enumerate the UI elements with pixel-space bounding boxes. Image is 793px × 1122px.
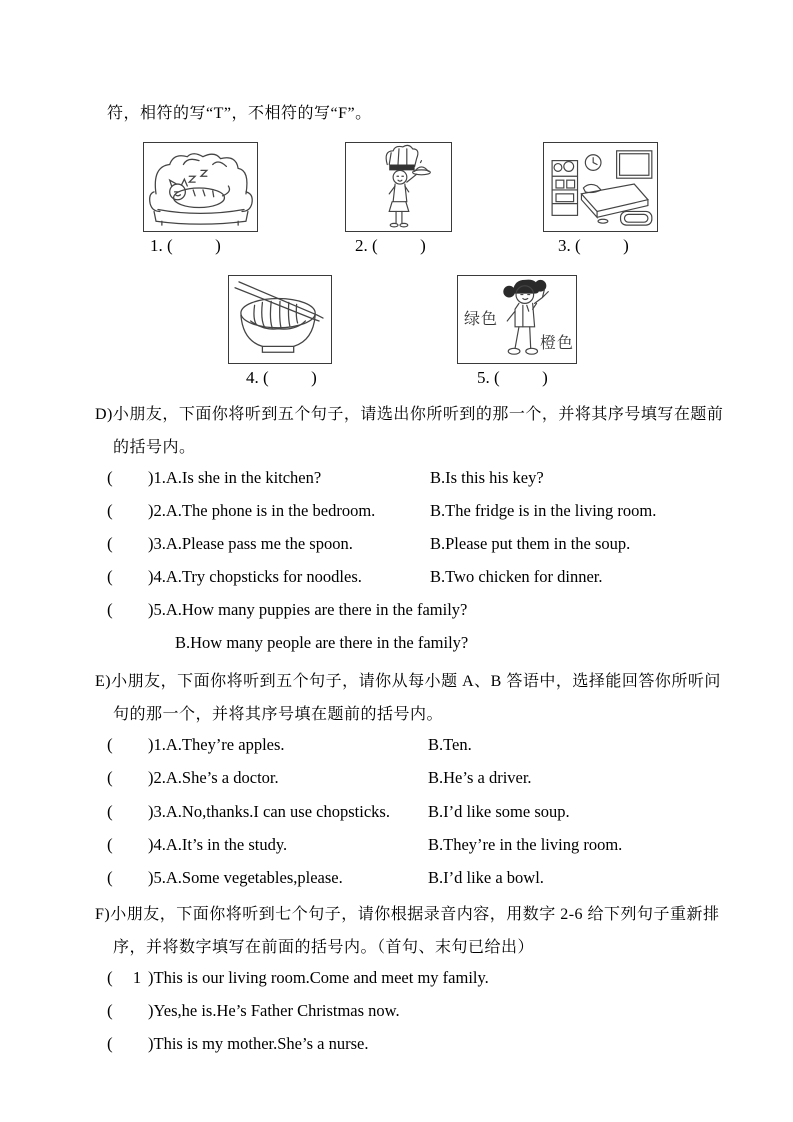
section-e-instruction-line2: 句的那一个，并将其序号填在题前的括号内。 bbox=[113, 706, 444, 723]
section-e-instruction-line1: E)小朋友，下面你将听到五个句子，请你从每小题 A、B 答语中，选择能回答你所听问 bbox=[95, 673, 721, 690]
option-b: B.How many people are there in the family? bbox=[175, 633, 469, 652]
chef-image bbox=[346, 143, 451, 231]
option-b: B.I’d like a bowl. bbox=[428, 868, 544, 887]
answer-paren: ( bbox=[107, 768, 113, 787]
section-d-instruction-line1: D)小朋友，下面你将听到五个句子，请选出你所听到的那一个，并将其序号填写在题前 bbox=[95, 406, 724, 423]
e-item-1 bbox=[0, 735, 793, 757]
option-b: B.Ten. bbox=[428, 735, 472, 754]
answer-paren: ( bbox=[107, 468, 113, 487]
picture-1-label: 1. ( ) bbox=[150, 236, 221, 255]
d-item-4 bbox=[0, 567, 793, 589]
section-d-instruction-line2: 的括号内。 bbox=[113, 439, 196, 456]
option-a: )2.A.She’s a doctor. bbox=[148, 768, 279, 787]
option-a: )1.A.They’re apples. bbox=[148, 735, 285, 754]
orange-label: 橙色 bbox=[540, 335, 575, 352]
picture-3-frame bbox=[543, 142, 658, 232]
option-b: B.They’re in the living room. bbox=[428, 835, 623, 854]
option-b: B.Is this his key? bbox=[430, 468, 544, 487]
option-a: )5.A.How many puppies are there in the family? bbox=[148, 600, 468, 619]
picture-5-frame bbox=[457, 275, 577, 364]
option-b: B.Two chicken for dinner. bbox=[430, 567, 603, 586]
sentence: )Yes,he is.He’s Father Christmas now. bbox=[148, 1001, 400, 1020]
option-a: )3.A.No,thanks.I can use chopsticks. bbox=[148, 802, 390, 821]
option-a: )5.A.Some vegetables,please. bbox=[148, 868, 343, 887]
option-a: )3.A.Please pass me the spoon. bbox=[148, 534, 353, 553]
section-f-instruction-line2: 序，并将数字填写在前面的括号内。（首句、末句已给出） bbox=[113, 939, 535, 956]
option-b: B.Please put them in the soup. bbox=[430, 534, 631, 553]
f-item-3 bbox=[0, 1034, 793, 1056]
d-item-3 bbox=[0, 534, 793, 556]
option-b: B.I’d like some soup. bbox=[428, 802, 570, 821]
answer-paren: ( bbox=[107, 567, 113, 586]
picture-4-label: 4. ( ) bbox=[246, 368, 317, 387]
answer-paren: ( bbox=[107, 835, 113, 854]
picture-2-label: 2. ( ) bbox=[355, 236, 426, 255]
option-a: )2.A.The phone is in the bedroom. bbox=[148, 501, 376, 520]
f-item-2 bbox=[0, 1001, 793, 1023]
d-item-1 bbox=[0, 468, 793, 490]
answer-paren: ( bbox=[107, 1001, 113, 1020]
sentence: )This is our living room.Come and meet my family. bbox=[148, 968, 489, 987]
given-number: 1 bbox=[132, 968, 142, 987]
option-a: )1.A.Is she in the kitchen? bbox=[148, 468, 322, 487]
picture-3-label: 3. ( ) bbox=[558, 236, 629, 255]
section-f-instruction-line1: F)小朋友，下面你将听到七个句子，请你根据录音内容，用数字 2-6 给下列句子重新排 bbox=[95, 906, 720, 923]
green-label: 绿色 bbox=[464, 311, 499, 328]
e-item-4 bbox=[0, 835, 793, 857]
answer-paren: ( bbox=[107, 802, 113, 821]
e-item-3 bbox=[0, 802, 793, 824]
sentence: )This is my mother.She’s a nurse. bbox=[148, 1034, 369, 1053]
picture-4-frame bbox=[228, 275, 332, 364]
e-item-5 bbox=[0, 868, 793, 890]
picture-1-frame bbox=[143, 142, 258, 232]
e-item-2 bbox=[0, 768, 793, 790]
intro-line: 符，相符的写“T”，不相符的写“F”。 bbox=[107, 105, 372, 122]
d-item-5-option-b bbox=[0, 633, 793, 655]
picture-5-label: 5. ( ) bbox=[477, 368, 548, 387]
d-item-5 bbox=[0, 600, 793, 622]
answer-paren: ( bbox=[107, 968, 113, 987]
answer-paren: ( bbox=[107, 534, 113, 553]
answer-paren: ( bbox=[107, 501, 113, 520]
option-b: B.The fridge is in the living room. bbox=[430, 501, 657, 520]
answer-paren: ( bbox=[107, 868, 113, 887]
noodle-bowl-image bbox=[229, 276, 331, 363]
answer-paren: ( bbox=[107, 600, 113, 619]
cat-on-sofa-image bbox=[144, 143, 257, 231]
option-a: )4.A.Try chopsticks for noodles. bbox=[148, 567, 362, 586]
bedroom-image bbox=[544, 143, 657, 231]
f-item-1 bbox=[0, 968, 793, 990]
answer-paren: ( bbox=[107, 1034, 113, 1053]
picture-2-frame bbox=[345, 142, 452, 232]
d-item-2 bbox=[0, 501, 793, 523]
answer-paren: ( bbox=[107, 735, 113, 754]
option-a: )4.A.It’s in the study. bbox=[148, 835, 288, 854]
option-b: B.He’s a driver. bbox=[428, 768, 532, 787]
